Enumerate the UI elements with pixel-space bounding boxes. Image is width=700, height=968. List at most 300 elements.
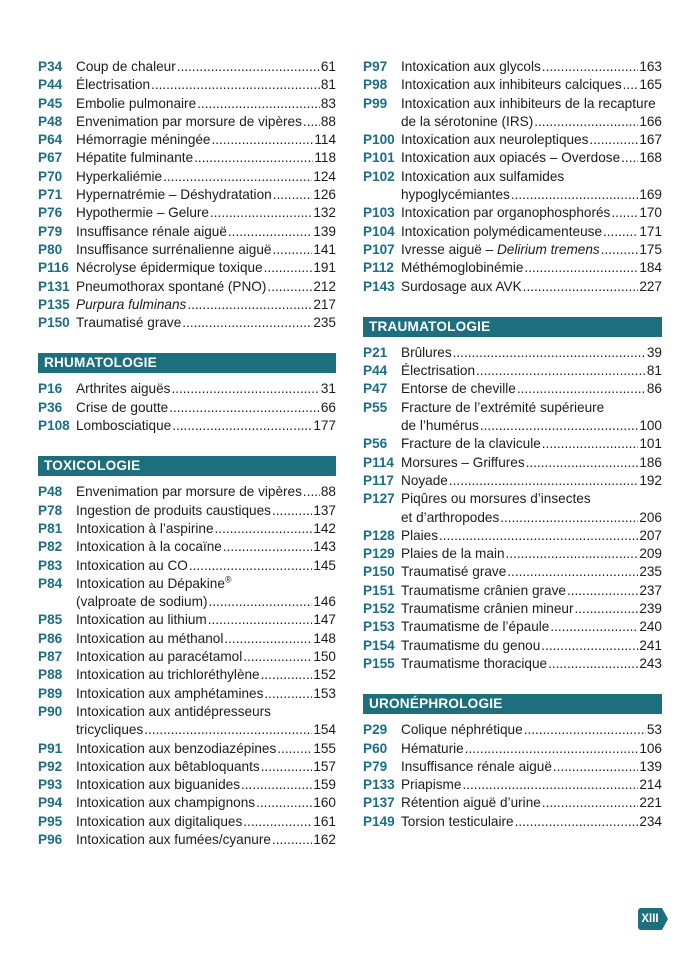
entry-page: 147 xyxy=(313,612,336,628)
toc-entry[interactable] xyxy=(38,58,336,76)
entry-page: 167 xyxy=(639,132,662,148)
entry-title: Intoxication aux bêtabloquants xyxy=(76,758,260,774)
entry-code: P95 xyxy=(38,813,63,829)
entry-code: P154 xyxy=(363,637,395,653)
entry-page: 227 xyxy=(639,278,662,294)
entry-page: 61 xyxy=(320,59,336,74)
entry-title: Intoxication aux amphétamines xyxy=(76,685,264,701)
dot-leader xyxy=(272,241,312,259)
entry-code: P100 xyxy=(363,132,395,148)
dot-leader xyxy=(241,776,312,794)
dot-leader xyxy=(212,131,314,149)
dot-leader xyxy=(189,557,312,575)
toc-entry[interactable] xyxy=(363,527,662,545)
entry-page: 53 xyxy=(646,722,662,738)
entry-title-line2: et d’arthropodes xyxy=(401,509,500,525)
dot-leader xyxy=(524,259,638,277)
entry-page: 160 xyxy=(313,795,336,811)
dot-leader xyxy=(542,435,639,453)
entry-page: 83 xyxy=(320,95,336,111)
entry-code: P133 xyxy=(363,777,395,793)
entry-title-line1: Fracture de l’extrémité supérieure xyxy=(401,399,605,415)
entry-page: 81 xyxy=(320,77,336,93)
entry-page: 239 xyxy=(639,601,662,617)
dot-leader xyxy=(277,740,312,758)
toc-entry[interactable] xyxy=(38,95,336,113)
dot-leader xyxy=(465,740,639,758)
dot-leader xyxy=(548,655,638,673)
entry-title: Surdosage aux AVK xyxy=(401,278,522,294)
dot-leader xyxy=(273,186,313,204)
entry-title: Traumatisme de l’épaule xyxy=(401,619,550,635)
entry-code: P80 xyxy=(38,241,63,257)
section-heading-rhumatologie: RHUMATOLOGIE xyxy=(38,353,336,373)
toc-entry[interactable] xyxy=(363,563,662,581)
dot-leader xyxy=(480,417,638,435)
toc-entry[interactable] xyxy=(363,794,662,812)
toc-entry[interactable] xyxy=(363,740,662,758)
entry-title: Coup de chaleur xyxy=(76,59,176,74)
dot-leader xyxy=(303,483,320,501)
entry-title: Traumatisme crânien mineur xyxy=(401,601,574,617)
toc-entry[interactable] xyxy=(38,483,336,501)
dot-leader xyxy=(243,648,312,666)
entry-code: P84 xyxy=(38,575,63,591)
dot-leader xyxy=(177,58,320,76)
toc-entry[interactable] xyxy=(363,600,662,618)
entry-title: Lombosciatique xyxy=(76,418,172,434)
dot-leader xyxy=(215,520,313,538)
entry-code: P81 xyxy=(38,520,63,536)
entry-code: P149 xyxy=(363,813,395,829)
entry-code: P71 xyxy=(38,187,63,203)
entry-title-line2: (valproate de sodium) xyxy=(76,594,208,610)
entry-code: P45 xyxy=(38,95,63,111)
entry-title: Hématurie xyxy=(401,740,464,756)
toc-entry[interactable] xyxy=(38,666,336,684)
dot-leader xyxy=(517,380,646,398)
page-number-badge: XIII xyxy=(638,908,662,930)
entry-code: P155 xyxy=(363,655,395,671)
entry-page: 235 xyxy=(639,564,662,580)
dot-leader xyxy=(224,630,312,648)
toc-entry[interactable] xyxy=(38,630,336,648)
entry-page: 217 xyxy=(313,296,336,312)
entry-code: P135 xyxy=(38,296,70,312)
entry-page: 106 xyxy=(639,740,662,756)
entry-code: P79 xyxy=(38,223,63,239)
toc-entry[interactable] xyxy=(38,113,336,131)
toc-entry[interactable] xyxy=(38,149,336,167)
entry-page: 234 xyxy=(639,813,662,829)
entry-code: P88 xyxy=(38,667,63,683)
entry-code: P131 xyxy=(38,278,70,294)
toc-entry[interactable] xyxy=(363,813,662,831)
dot-leader xyxy=(550,618,638,636)
entry-title: Intoxication aux champignons xyxy=(76,795,256,811)
left-column xyxy=(38,58,336,849)
toc-entry[interactable] xyxy=(363,655,662,673)
entry-title: Brûlures xyxy=(401,344,452,360)
dot-leader xyxy=(534,113,638,131)
entry-title: Hémorragie méningée xyxy=(76,132,211,148)
entry-page: 31 xyxy=(320,381,336,397)
entry-title: Pneumothorax spontané (PNO) xyxy=(76,278,267,294)
entry-title: Électrisation xyxy=(401,363,476,379)
registered-mark: ® xyxy=(224,574,232,585)
toc-entry[interactable] xyxy=(38,740,336,758)
dot-leader xyxy=(182,314,312,332)
entry-title: Intoxication polymédicamenteuse xyxy=(401,223,602,239)
dot-leader xyxy=(228,223,312,241)
toc-entry[interactable] xyxy=(38,575,336,612)
entry-page: 137 xyxy=(313,502,336,518)
entry-page: 152 xyxy=(313,667,336,683)
entry-title: Envenimation par morsure de vipères xyxy=(76,484,302,500)
entry-page: 169 xyxy=(639,187,662,203)
entry-title: Nécrolyse épidermique toxique xyxy=(76,260,263,276)
dot-leader xyxy=(272,831,312,849)
toc-entry[interactable] xyxy=(363,545,662,563)
toc-entry[interactable] xyxy=(363,721,662,739)
entry-page: 126 xyxy=(313,187,336,203)
entry-title: Intoxication aux neuroleptiques xyxy=(401,132,589,148)
entry-title: Intoxication à l’aspirine xyxy=(76,520,214,536)
entry-title: Intoxication aux benzodiazépines xyxy=(76,740,277,756)
entry-code: P96 xyxy=(38,831,63,847)
toc-entry[interactable] xyxy=(38,520,336,538)
entry-title: Intoxication par organophosphorés xyxy=(401,205,611,221)
toc-entry[interactable] xyxy=(38,831,336,849)
entry-title: Noyade xyxy=(401,472,448,488)
dot-leader xyxy=(261,666,313,684)
entry-code: P153 xyxy=(363,619,395,635)
dot-leader xyxy=(542,794,638,812)
entry-title: Crise de goutte xyxy=(76,399,169,415)
toc-entry[interactable] xyxy=(363,149,662,167)
toc-entry[interactable] xyxy=(38,813,336,831)
toc-entry[interactable] xyxy=(363,278,662,296)
entry-page: 39 xyxy=(646,344,662,360)
entry-title: Plaies de la main xyxy=(401,546,505,562)
entry-title: Hypothermie – Gelure xyxy=(76,205,209,221)
entry-code: P128 xyxy=(363,527,395,543)
dot-leader xyxy=(303,113,320,131)
dot-leader xyxy=(526,454,639,472)
entry-title: Intoxication au trichloréthylène xyxy=(76,667,260,683)
entry-code: P82 xyxy=(38,539,63,555)
entry-title: Hépatite fulminante xyxy=(76,150,194,166)
entry-page: 153 xyxy=(313,685,336,701)
toc-entry[interactable] xyxy=(38,223,336,241)
entry-page: 155 xyxy=(313,740,336,756)
entry-code: P29 xyxy=(363,722,388,738)
toc-entry[interactable] xyxy=(363,131,662,149)
entry-title: Intoxication au paracétamol xyxy=(76,649,243,665)
entry-page: 171 xyxy=(639,223,662,239)
dot-leader xyxy=(603,223,638,241)
entry-title-line1: Intoxication aux inhibiteurs de la recapture xyxy=(401,95,656,111)
entry-code: P76 xyxy=(38,205,63,221)
entry-page: 154 xyxy=(313,722,336,738)
toc-entry[interactable] xyxy=(38,758,336,776)
entry-page: 139 xyxy=(313,223,336,239)
toc-entry[interactable] xyxy=(363,259,662,277)
toc-entry[interactable] xyxy=(363,76,662,94)
toc-entry[interactable] xyxy=(38,76,336,94)
dot-leader xyxy=(208,611,313,629)
entry-code: P98 xyxy=(363,77,388,93)
toc-entry[interactable] xyxy=(38,278,336,296)
toc-entry[interactable] xyxy=(38,685,336,703)
toc-entry[interactable] xyxy=(363,637,662,655)
entry-page: 157 xyxy=(313,758,336,774)
entry-page: 177 xyxy=(313,418,336,434)
entry-title-line2: de l’humérus xyxy=(401,418,479,434)
entry-title-line2: hypoglycémiantes xyxy=(401,187,510,203)
dot-leader xyxy=(264,685,312,703)
entry-title: Intoxication au méthanol xyxy=(76,630,224,646)
right-column xyxy=(363,58,662,831)
toc-entry[interactable] xyxy=(38,131,336,149)
entry-code: P151 xyxy=(363,582,395,598)
entry-page: 237 xyxy=(639,582,662,598)
entry-title: Hypernatrémie – Déshydratation xyxy=(76,187,272,203)
toc-entry[interactable] xyxy=(363,776,662,794)
section-heading-toxicologie: TOXICOLOGIE xyxy=(38,456,336,476)
dot-leader xyxy=(611,204,638,222)
toc-entry[interactable] xyxy=(38,417,336,435)
entry-title-line1: Intoxication aux sulfamides xyxy=(401,168,565,184)
entry-code: P93 xyxy=(38,777,63,793)
dot-leader xyxy=(541,637,638,655)
dot-leader xyxy=(511,186,639,204)
entry-title: Rétention aiguë d’urine xyxy=(401,795,541,811)
entry-code: P116 xyxy=(38,260,69,276)
toc-entry[interactable] xyxy=(363,399,662,436)
dot-leader xyxy=(210,204,312,222)
entry-code: P70 xyxy=(38,168,63,184)
entry-title: Intoxication au lithium xyxy=(76,612,207,628)
entry-code: P44 xyxy=(38,77,63,93)
entry-page: 235 xyxy=(313,315,336,331)
entry-code: P114 xyxy=(363,454,394,470)
dot-leader xyxy=(172,417,312,435)
toc-entry[interactable] xyxy=(38,648,336,666)
entry-title-line1: Intoxication au Dépakine xyxy=(76,575,225,591)
entry-page: 186 xyxy=(639,454,662,470)
toc-entry[interactable] xyxy=(363,435,662,453)
entry-page: 168 xyxy=(639,150,662,166)
entry-page: 88 xyxy=(320,484,336,500)
entry-page: 124 xyxy=(313,168,336,184)
dot-leader xyxy=(439,527,638,545)
entry-page: 146 xyxy=(313,594,336,610)
entry-page: 81 xyxy=(646,363,662,379)
dot-leader xyxy=(256,794,312,812)
toc-entry[interactable] xyxy=(363,582,662,600)
entry-page: 191 xyxy=(313,260,336,276)
toc-entry[interactable] xyxy=(363,168,662,205)
entry-page: 206 xyxy=(639,509,662,525)
entry-code: P112 xyxy=(363,260,394,276)
entry-page: 150 xyxy=(313,649,336,665)
dot-leader xyxy=(151,76,320,94)
entry-page: 175 xyxy=(639,241,662,257)
toc-entry[interactable] xyxy=(38,186,336,204)
entry-title: Intoxication aux biguanides xyxy=(76,777,240,793)
section-heading-traumatologie: TRAUMATOLOGIE xyxy=(363,317,662,337)
entry-page: 100 xyxy=(639,418,662,434)
entry-code: P108 xyxy=(38,418,70,434)
entry-title: Intoxication au CO xyxy=(76,557,188,573)
dot-leader xyxy=(506,545,639,563)
toc-entry[interactable] xyxy=(38,399,336,417)
entry-title: Arthrites aiguës xyxy=(76,381,171,397)
entry-title: Ingestion de produits caustiques xyxy=(76,502,271,518)
toc-entry[interactable] xyxy=(363,95,662,132)
toc-entry[interactable] xyxy=(363,241,662,259)
entry-code: P150 xyxy=(38,315,70,331)
toc-entry[interactable] xyxy=(38,380,336,398)
entry-code: P102 xyxy=(363,168,395,184)
entry-code: P48 xyxy=(38,113,63,129)
entry-page: 214 xyxy=(639,777,662,793)
toc-entry[interactable] xyxy=(38,538,336,556)
toc-entry[interactable] xyxy=(363,223,662,241)
entry-page: 163 xyxy=(639,59,662,74)
entry-page: 161 xyxy=(313,813,336,829)
entry-page: 88 xyxy=(320,113,336,129)
entry-page: 166 xyxy=(639,113,662,129)
entry-page: 86 xyxy=(646,381,662,397)
entry-title: Fracture de la clavicule xyxy=(401,436,541,452)
entry-title: Traumatisme du genou xyxy=(401,637,541,653)
entry-page: 141 xyxy=(313,241,336,257)
dot-leader xyxy=(589,131,638,149)
entry-page: 162 xyxy=(313,831,336,847)
entry-title: Intoxication aux opiacés – Overdose xyxy=(401,150,621,166)
dot-leader xyxy=(553,758,638,776)
entry-code: P60 xyxy=(363,740,388,756)
toc-entry[interactable] xyxy=(38,557,336,575)
entry-page: 207 xyxy=(639,527,662,543)
toc-entry[interactable] xyxy=(38,296,336,314)
dot-leader xyxy=(524,721,646,739)
entry-title: Intoxication à la cocaïne xyxy=(76,539,222,555)
dot-leader xyxy=(223,538,312,556)
entry-page: 66 xyxy=(320,399,336,415)
entry-code: P16 xyxy=(38,381,63,397)
entry-code: P152 xyxy=(363,601,395,617)
dot-leader xyxy=(449,472,638,490)
entry-code: P64 xyxy=(38,132,63,148)
dot-leader xyxy=(267,278,312,296)
toc-entry[interactable] xyxy=(38,794,336,812)
entry-title: Insuffisance rénale aiguë xyxy=(76,223,227,239)
toc-entry[interactable] xyxy=(363,618,662,636)
dot-leader xyxy=(171,380,319,398)
entry-page: 165 xyxy=(639,77,662,93)
entry-page: 145 xyxy=(313,557,336,573)
toc-entry[interactable] xyxy=(38,703,336,740)
entry-title: Torsion testiculaire xyxy=(401,813,514,829)
entry-page: 132 xyxy=(313,205,336,221)
toc-entry[interactable] xyxy=(363,380,662,398)
entry-code: P56 xyxy=(363,436,388,452)
entry-code: P55 xyxy=(363,399,388,415)
entry-code: P48 xyxy=(38,484,63,500)
dot-leader xyxy=(453,344,646,362)
toc-entry[interactable] xyxy=(363,472,662,490)
entry-page: 148 xyxy=(313,630,336,646)
toc-entry[interactable] xyxy=(38,259,336,277)
entry-title: Traumatisé grave xyxy=(76,315,182,331)
toc-entry[interactable] xyxy=(38,611,336,629)
entry-code: P44 xyxy=(363,363,388,379)
entry-page: 241 xyxy=(639,637,662,653)
dot-leader xyxy=(169,399,320,417)
entry-title-line2: tricycliques xyxy=(76,722,144,738)
entry-code: P78 xyxy=(38,502,63,518)
toc-entry[interactable] xyxy=(38,241,336,259)
entry-code: P137 xyxy=(363,795,395,811)
dot-leader xyxy=(462,776,638,794)
entry-title: Traumatisme crânien grave xyxy=(401,582,566,598)
entry-title-line1: Piqûres ou morsures d’insectes xyxy=(401,491,591,507)
toc-entry[interactable] xyxy=(38,314,336,332)
entry-title: Intoxication aux digitaliques xyxy=(76,813,243,829)
entry-code: P83 xyxy=(38,557,63,573)
toc-entry[interactable] xyxy=(38,204,336,222)
toc-entry[interactable] xyxy=(38,776,336,794)
entry-page: 221 xyxy=(639,795,662,811)
toc-entry[interactable] xyxy=(363,58,662,76)
entry-title: Intoxication aux glycols xyxy=(401,59,541,74)
dot-leader xyxy=(542,58,639,76)
toc-entry[interactable] xyxy=(363,362,662,380)
entry-page: 212 xyxy=(313,278,336,294)
entry-code: P85 xyxy=(38,612,63,628)
entry-page: 240 xyxy=(639,619,662,635)
entry-page: 139 xyxy=(639,758,662,774)
entry-title: Embolie pulmonaire xyxy=(76,95,197,111)
entry-title: Entorse de cheville xyxy=(401,381,516,397)
dot-leader xyxy=(507,563,638,581)
toc-entry[interactable] xyxy=(38,502,336,520)
entry-code: P90 xyxy=(38,703,63,719)
entry-title: Colique néphrétique xyxy=(401,722,523,738)
entry-code: P21 xyxy=(363,344,388,360)
toc-entry[interactable] xyxy=(363,454,662,472)
toc-entry[interactable] xyxy=(363,758,662,776)
toc-entry[interactable] xyxy=(363,344,662,362)
toc-entry[interactable] xyxy=(363,490,662,527)
dot-leader xyxy=(187,296,312,314)
entry-title-italic: Delirium tremens xyxy=(496,241,600,257)
dot-leader xyxy=(261,758,313,776)
toc-entry[interactable] xyxy=(38,168,336,186)
dot-leader xyxy=(197,95,320,113)
toc-entry[interactable] xyxy=(363,204,662,222)
dot-leader xyxy=(208,593,312,611)
entry-title: Électrisation xyxy=(76,77,151,93)
entry-title: Morsures – Griffures xyxy=(401,454,525,470)
entry-page: 159 xyxy=(313,777,336,793)
entry-code: P47 xyxy=(363,381,388,397)
entry-title: Insuffisance surrénalienne aiguë xyxy=(76,241,272,257)
dot-leader xyxy=(575,600,639,618)
